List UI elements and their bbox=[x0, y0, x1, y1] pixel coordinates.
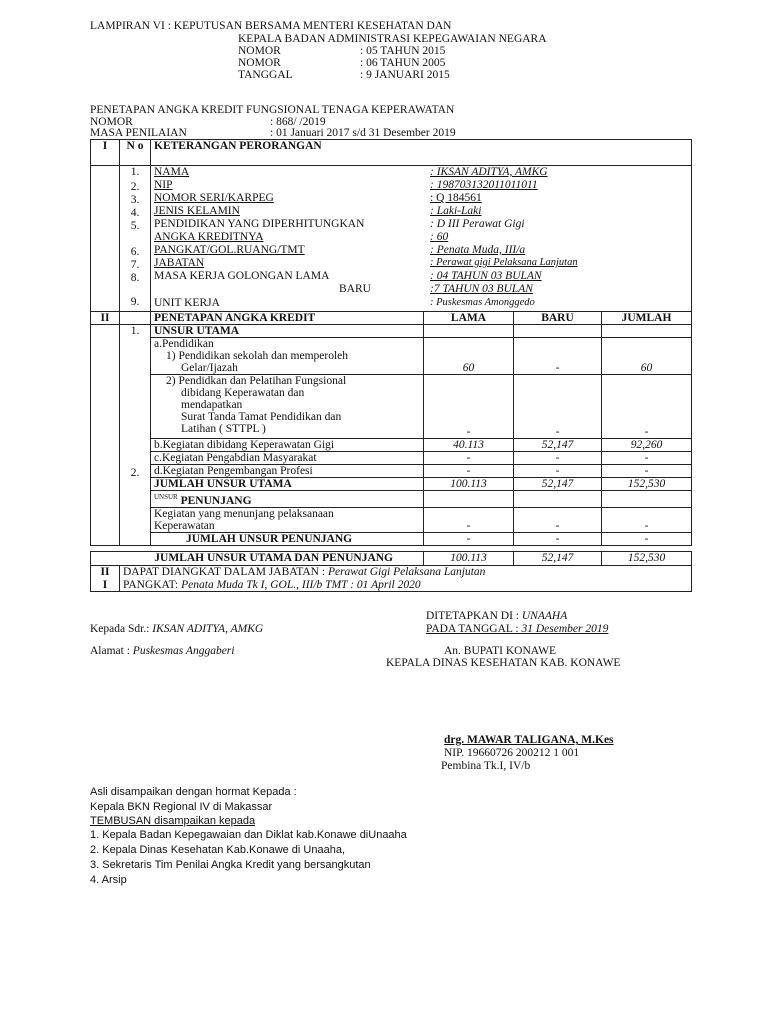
jumlah-penunjang-lama: - bbox=[424, 532, 514, 545]
nip-label: NIP bbox=[154, 179, 173, 191]
tembusan-item: 1. Kepala Badan Kepegawaian dan Diklat kab.Konawe diUnaaha bbox=[90, 829, 407, 841]
masa-penilaian-label: MASA PENILAIAN bbox=[90, 127, 187, 139]
pangkat-label: PANGKAT/GOL.RUANG/TMT bbox=[154, 244, 305, 256]
c-baru: - bbox=[514, 452, 602, 465]
a2-line2: dibidang Keperawatan dan bbox=[181, 387, 305, 399]
personal-info-row bbox=[91, 166, 692, 312]
jenis-kelamin-value: : Laki-Laki bbox=[430, 205, 482, 217]
section-2-roman: II bbox=[91, 312, 120, 325]
col-baru-header: BARU bbox=[514, 312, 602, 325]
penunjang-header-row bbox=[91, 491, 692, 508]
section-1-roman: I bbox=[91, 140, 120, 166]
pendidikan-label: PENDIDIKAN YANG DIPERHITUNGKAN bbox=[154, 218, 365, 230]
ditetapkan-value: UNAAHA bbox=[521, 610, 568, 622]
jumlah-utama-label: JUMLAH UNSUR UTAMA bbox=[151, 478, 424, 491]
a2-lama: - bbox=[424, 375, 514, 439]
pangkat-baru-row bbox=[91, 579, 692, 592]
header-nomor-2-value: : 06 TAHUN 2005 bbox=[360, 57, 446, 69]
unsur-utama-row bbox=[91, 325, 692, 338]
header-nomor-1-value: : 05 TAHUN 2015 bbox=[360, 45, 446, 57]
unit-kerja-value: : Puskesmas Amonggedo bbox=[430, 297, 535, 308]
tanggal-value: 31 Desember 2019 bbox=[521, 623, 609, 635]
personal-numbers: 1. 2. 3. 4. 5. 6. 7. 8. 9. bbox=[120, 166, 151, 312]
kepada-value: IKSAN ADITYA, AMKG bbox=[152, 623, 264, 635]
a1-line1: 1) Pendidikan sekolah dan memperoleh bbox=[166, 350, 349, 362]
alamat-label: Alamat : bbox=[90, 645, 133, 657]
jumlah-total-label: JUMLAH UNSUR UTAMA DAN PENUNJANG bbox=[91, 552, 424, 566]
a1-baru: - bbox=[514, 338, 602, 375]
header-nomor-1-label: NOMOR bbox=[238, 45, 281, 57]
pendidikan-value: : D III Perawat Gigi bbox=[430, 218, 525, 230]
kepala-bkn: Kepala BKN Regional IV di Makassar bbox=[90, 801, 273, 813]
penunjang-line1: Kegiatan yang menunjang pelaksanaan bbox=[154, 507, 334, 520]
unsur-numbers: 1. 2. bbox=[120, 325, 151, 546]
d-jumlah: - bbox=[602, 465, 692, 478]
penunjang-lama: - bbox=[424, 507, 514, 532]
totals-table bbox=[90, 551, 692, 592]
angka-kredit-value: : 60 bbox=[430, 231, 449, 243]
pangkat-value: : Penata Muda, III/a bbox=[430, 244, 526, 256]
c-jumlah: - bbox=[602, 452, 692, 465]
dapat-label: DAPAT DIANGKAT DALAM JABATAN : bbox=[123, 566, 328, 578]
tanggal-label: PADA TANGGAL : bbox=[426, 623, 522, 635]
signer-rank: Pembina Tk.I, IV/b bbox=[441, 760, 531, 772]
kegiatan-c-row bbox=[91, 452, 692, 465]
section-3-roman-b: I bbox=[91, 579, 120, 592]
jumlah-penunjang-label: JUMLAH UNSUR PENUNJANG bbox=[151, 532, 424, 545]
an-bupati: An. BUPATI KONAWE bbox=[444, 645, 557, 657]
a1-jumlah: 60 bbox=[602, 338, 692, 375]
pendidikan-row bbox=[91, 338, 692, 375]
nama-label: NAMA bbox=[154, 166, 190, 178]
jabatan-label: JABATAN bbox=[154, 257, 205, 269]
a2-baru: - bbox=[514, 375, 602, 439]
masa-kerja-lama-value: : 04 TAHUN 03 BULAN bbox=[430, 270, 542, 282]
kepala-dinas: KEPALA DINAS KESEHATAN KAB. KONAWE bbox=[386, 657, 621, 669]
kepada-label: Kepada Sdr.: bbox=[90, 623, 153, 635]
header-tanggal-label: TANGGAL bbox=[238, 69, 293, 81]
unit-kerja-label: UNIT KERJA bbox=[154, 297, 220, 309]
signer-nip: NIP. 19660726 200212 1 001 bbox=[444, 747, 580, 759]
dapat-diangkat-row bbox=[91, 566, 692, 579]
jumlah-total-row bbox=[91, 552, 692, 566]
tembusan-list bbox=[90, 829, 407, 889]
jabatan-value: : Perawat gigi Pelaksana Lanjutan bbox=[430, 257, 578, 268]
jenis-kelamin-label: JENIS KELAMIN bbox=[154, 205, 240, 217]
jumlah-utama-jumlah: 152,530 bbox=[602, 478, 692, 491]
a-pendidikan-label: a.Pendidikan bbox=[154, 338, 214, 350]
a2-line1: 2) Pendidkan dan Pelatihan Fungsional bbox=[166, 375, 347, 387]
personal-details bbox=[151, 166, 692, 312]
tembusan-item: 2. Kepala Dinas Kesehatan Kab.Konawe di Unaaha, bbox=[90, 844, 346, 856]
b-label: b.Kegiatan dibidang Keperawatan Gigi bbox=[151, 439, 424, 452]
d-baru: - bbox=[514, 465, 602, 478]
nomor-value: : 868/ /2019 bbox=[270, 116, 326, 128]
tembusan-heading: TEMBUSAN disampaikan kepada bbox=[90, 815, 256, 827]
signer-name: drg. MAWAR TALIGANA, M.Kes bbox=[444, 734, 614, 746]
karpeg-value: : Q 184561 bbox=[430, 192, 482, 204]
pelatihan-row bbox=[91, 375, 692, 439]
col-jumlah-header: JUMLAH bbox=[602, 312, 692, 325]
penunjang-jumlah: - bbox=[602, 507, 692, 532]
dapat-value: Perawat Gigi Pelaksana Lanjutan bbox=[327, 566, 486, 578]
penunjang-line2: Keperawatan bbox=[154, 519, 215, 532]
credit-table bbox=[90, 139, 692, 546]
section-1-title: KETERANGAN PERORANGAN bbox=[151, 140, 692, 166]
kegiatan-d-row bbox=[91, 465, 692, 478]
jumlah-penunjang-row bbox=[91, 532, 692, 545]
lampiran-line-2: KEPALA BADAN ADMINISTRASI KEPEGAWAIAN NEGARA bbox=[238, 33, 547, 45]
a2-line4: Surat Tanda Tamat Pendidikan dan bbox=[181, 411, 342, 423]
jumlah-total-jumlah: 152,530 bbox=[602, 552, 692, 566]
c-lama: - bbox=[424, 452, 514, 465]
unsur-no-2: 2. bbox=[130, 467, 140, 479]
ditetapkan-label: DITETAPKAN DI : bbox=[426, 610, 522, 622]
document-heading: PENETAPAN ANGKA KREDIT FUNGSIONAL TENAGA KEPERAWATAN bbox=[90, 104, 455, 116]
section-2-header-row bbox=[91, 312, 692, 325]
a2-jumlah: - bbox=[602, 375, 692, 439]
c-label: c.Kegiatan Pengabdian Masyarakat bbox=[151, 452, 424, 465]
b-baru: 52,147 bbox=[514, 439, 602, 452]
alamat-value: Puskesmas Anggaberi bbox=[132, 645, 235, 657]
a1-lama: 60 bbox=[424, 338, 514, 375]
section-2-title: PENETAPAN ANGKA KREDIT bbox=[151, 312, 424, 325]
no-column-header: N o bbox=[120, 140, 151, 166]
jumlah-total-lama: 100.113 bbox=[424, 552, 514, 566]
masa-kerja-lama-label: MASA KERJA GOLONGAN LAMA bbox=[154, 270, 330, 282]
penunjang-baru: - bbox=[514, 507, 602, 532]
unsur-utama-label: UNSUR UTAMA bbox=[151, 325, 424, 338]
section-3-roman-a: II bbox=[91, 566, 120, 579]
col-lama-header: LAMA bbox=[424, 312, 514, 325]
tembusan-item: 4. Arsip bbox=[90, 874, 127, 886]
pangkat-baru-value: Penata Muda Tk I, GOL., III/b TMT : 01 April 2020 bbox=[181, 578, 421, 591]
tembusan-item: 3. Sekretaris Tim Penilai Angka Kredit yang bersangkutan bbox=[90, 859, 371, 871]
kegiatan-b-row bbox=[91, 439, 692, 452]
masa-penilaian-value: : 01 Januari 2017 s/d 31 Desember 2019 bbox=[270, 127, 456, 139]
jumlah-utama-baru: 52,147 bbox=[514, 478, 602, 491]
angka-kredit-label: ANGKA KREDITNYA bbox=[154, 231, 264, 243]
unsur-small-label: UNSUR bbox=[154, 493, 178, 501]
jumlah-utama-row bbox=[91, 478, 692, 491]
jumlah-penunjang-jumlah: - bbox=[602, 532, 692, 545]
asli-disampaikan: Asli disampaikan dengan hormat Kepada : bbox=[90, 786, 297, 798]
karpeg-label: NOMOR SERI/KARPEG bbox=[154, 192, 274, 204]
jumlah-total-baru: 52,147 bbox=[514, 552, 602, 566]
header-nomor-2-label: NOMOR bbox=[238, 57, 281, 69]
lampiran-line: LAMPIRAN VI : KEPUTUSAN BERSAMA MENTERI KESEHATAN DAN bbox=[90, 20, 452, 32]
b-lama: 40.113 bbox=[424, 439, 514, 452]
d-lama: - bbox=[424, 465, 514, 478]
a2-line3: mendapatkan bbox=[181, 399, 243, 411]
penunjang-label: PENUNJANG bbox=[180, 494, 252, 507]
nama-value: : IKSAN ADITYA, AMKG bbox=[430, 166, 548, 178]
jumlah-utama-lama: 100.113 bbox=[424, 478, 514, 491]
section-1-header-row bbox=[91, 140, 692, 166]
masa-kerja-baru-label: BARU bbox=[339, 283, 371, 295]
header-tanggal-value: : 9 JANUARI 2015 bbox=[360, 69, 450, 81]
b-jumlah: 92,260 bbox=[602, 439, 692, 452]
masa-kerja-baru-value: :7 TAHUN 03 BULAN bbox=[430, 283, 533, 295]
nomor-label: NOMOR bbox=[90, 116, 133, 128]
penunjang-kegiatan-row bbox=[91, 507, 692, 532]
a2-line5: Latihan ( STTPL ) bbox=[181, 423, 266, 435]
jumlah-penunjang-baru: - bbox=[514, 532, 602, 545]
nip-value: : 198703132011011011 bbox=[430, 179, 538, 191]
a1-line2: Gelar/Ijazah bbox=[181, 362, 238, 374]
pangkat-baru-label: PANGKAT: bbox=[123, 578, 182, 591]
d-label: d.Kegiatan Pengembangan Profesi bbox=[151, 465, 424, 478]
